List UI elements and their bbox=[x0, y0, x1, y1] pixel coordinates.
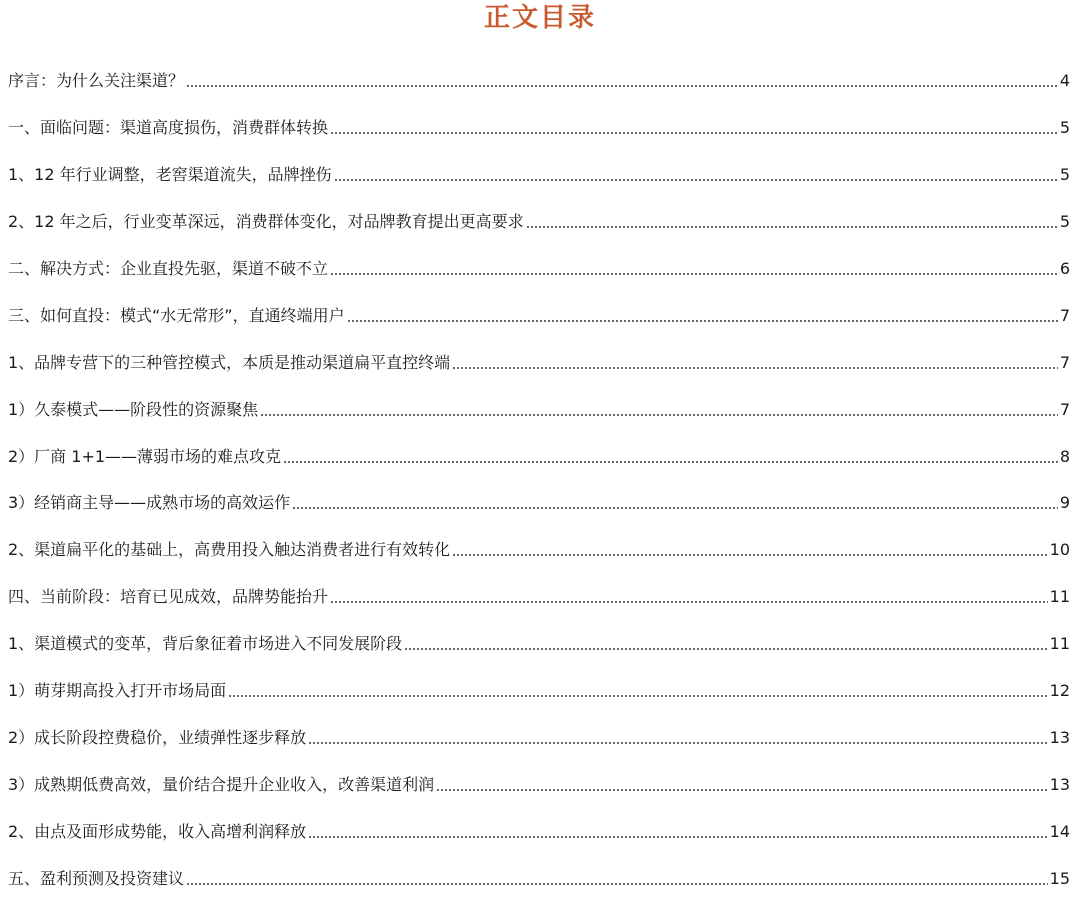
dot-leader bbox=[526, 226, 1058, 228]
toc-entry-page-number: 5 bbox=[1059, 212, 1070, 232]
dot-leader bbox=[186, 883, 1048, 885]
toc-entry[interactable] bbox=[8, 199, 1070, 246]
toc-entry-title: 2）厂商 1+1——薄弱市场的难点攻克 bbox=[8, 446, 282, 466]
toc-entry-title: 1、品牌专营下的三种管控模式，本质是推动渠道扁平直控终端 bbox=[8, 352, 451, 372]
toc-entry-page-number: 4 bbox=[1059, 71, 1070, 91]
toc-entry-page-number: 5 bbox=[1059, 118, 1070, 138]
toc-entry[interactable] bbox=[8, 527, 1070, 574]
toc-entry-title: 1、12 年行业调整，老窖渠道流失，品牌挫伤 bbox=[8, 165, 332, 185]
dot-leader bbox=[186, 85, 1058, 87]
dot-leader bbox=[452, 554, 1047, 556]
toc-entry-title: 四、当前阶段：培育已见成效，品牌势能抬升 bbox=[8, 587, 329, 607]
toc-entry-page-number: 12 bbox=[1049, 681, 1070, 701]
dot-leader bbox=[330, 601, 1048, 603]
toc-entry-title: 2）成长阶段控费稳价，业绩弹性逐步释放 bbox=[8, 727, 307, 747]
dot-leader bbox=[334, 179, 1058, 181]
toc-entry-page-number: 8 bbox=[1059, 446, 1070, 466]
toc-entry[interactable] bbox=[8, 292, 1070, 339]
toc-entry[interactable] bbox=[8, 152, 1070, 199]
dot-leader bbox=[308, 742, 1047, 744]
toc-entry-title: 三、如何直投：模式“水无常形”，直通终端用户 bbox=[8, 305, 345, 325]
toc-entry-page-number: 5 bbox=[1059, 165, 1070, 185]
page-title: 正文目录 bbox=[483, 3, 596, 33]
toc-entry-title: 五、盈利预测及投资建议 bbox=[8, 868, 185, 888]
toc-entry-page-number: 10 bbox=[1049, 540, 1070, 560]
toc-entry-page-number: 14 bbox=[1049, 821, 1070, 841]
dot-leader bbox=[283, 461, 1058, 463]
dot-leader bbox=[330, 132, 1058, 134]
toc-entry-page-number: 11 bbox=[1049, 634, 1070, 654]
toc-entry[interactable] bbox=[8, 621, 1070, 668]
toc-entry-page-number: 7 bbox=[1059, 399, 1070, 419]
toc-entry-title: 3）成熟期低费高效，量价结合提升企业收入，改善渠道利润 bbox=[8, 774, 435, 794]
toc-entry-page-number: 7 bbox=[1059, 305, 1070, 325]
toc-entry[interactable] bbox=[8, 808, 1070, 855]
toc-entry-title: 1、渠道模式的变革，背后象征着市场进入不同发展阶段 bbox=[8, 634, 403, 654]
dot-leader bbox=[292, 507, 1058, 509]
toc-entry-page-number: 6 bbox=[1059, 259, 1070, 278]
toc-entry-title: 2、渠道扁平化的基础上，高费用投入触达消费者进行有效转化 bbox=[8, 540, 451, 560]
toc-entry-page-number: 7 bbox=[1059, 352, 1070, 372]
toc-entry-title: 2、12 年之后，行业变革深远，消费群体变化，对品牌教育提出更高要求 bbox=[8, 212, 524, 232]
toc-entry[interactable] bbox=[8, 246, 1070, 293]
dot-leader bbox=[347, 320, 1058, 322]
toc-entry[interactable] bbox=[8, 574, 1070, 621]
toc-entry-title: 1）萌芽期高投入打开市场局面 bbox=[8, 681, 227, 701]
dot-leader bbox=[330, 273, 1058, 275]
toc-entry-page-number: 9 bbox=[1059, 493, 1070, 513]
toc-entry[interactable] bbox=[8, 855, 1070, 902]
toc-entry[interactable] bbox=[8, 105, 1070, 152]
toc-entry[interactable] bbox=[8, 433, 1070, 480]
dot-leader bbox=[228, 695, 1047, 697]
toc-entry-page-number: 11 bbox=[1049, 587, 1070, 607]
toc-entry-title: 2、由点及面形成势能，收入高增利润释放 bbox=[8, 821, 307, 841]
toc-entry-title: 二、解决方式：企业直投先驱，渠道不破不立 bbox=[8, 259, 329, 278]
table-of-contents bbox=[8, 58, 1070, 902]
toc-entry-title: 序言：为什么关注渠道？ bbox=[8, 71, 185, 91]
toc-entry[interactable] bbox=[8, 668, 1070, 715]
toc-entry[interactable] bbox=[8, 339, 1070, 386]
toc-entry[interactable] bbox=[8, 761, 1070, 808]
toc-entry[interactable] bbox=[8, 386, 1070, 433]
toc-entry-title: 1）久泰模式——阶段性的资源聚焦 bbox=[8, 399, 259, 419]
toc-entry-title: 3）经销商主导——成熟市场的高效运作 bbox=[8, 493, 291, 513]
toc-entry[interactable] bbox=[8, 714, 1070, 761]
dot-leader bbox=[308, 836, 1047, 838]
toc-entry-page-number: 13 bbox=[1049, 727, 1070, 747]
dot-leader bbox=[260, 414, 1058, 416]
dot-leader bbox=[452, 367, 1058, 369]
toc-entry[interactable] bbox=[8, 480, 1070, 527]
toc-entry-title: 一、面临问题：渠道高度损伤，消费群体转换 bbox=[8, 118, 329, 138]
toc-entry-page-number: 15 bbox=[1049, 868, 1070, 888]
toc-entry[interactable] bbox=[8, 58, 1070, 105]
dot-leader bbox=[404, 648, 1047, 650]
toc-entry-page-number: 13 bbox=[1049, 774, 1070, 794]
dot-leader bbox=[436, 789, 1047, 791]
